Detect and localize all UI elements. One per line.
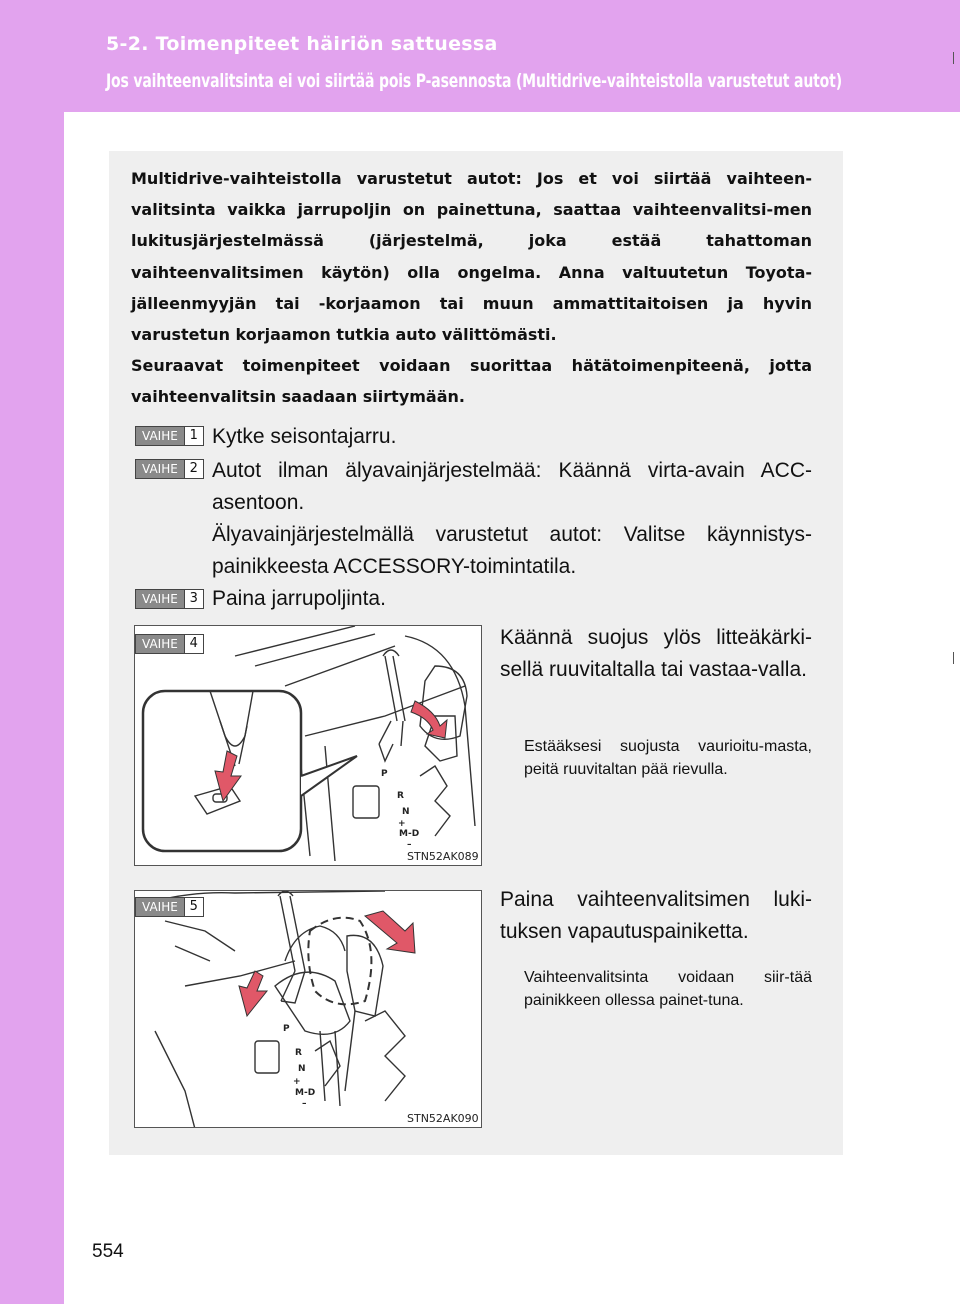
gear-r-label: R: [295, 1048, 302, 1058]
gear-n-label: N: [298, 1064, 306, 1074]
gear-r-label: R: [397, 791, 404, 801]
step-badge-3: [135, 589, 204, 609]
gear-md-label: M-D: [399, 829, 420, 839]
step-4-illustration: [134, 625, 482, 866]
step-label: VAIHE: [136, 460, 184, 478]
step-label: VAIHE: [136, 898, 184, 916]
step-3-text: Paina jarrupoljinta.: [212, 587, 386, 610]
step-label: VAIHE: [136, 635, 184, 653]
step-1-text: Kytke seisontajarru.: [212, 425, 397, 448]
gear-n-label: N: [402, 807, 410, 817]
gear-p-label: P: [283, 1024, 290, 1034]
step-4-text: Käännä suojus ylös litteäkärki-sellä ruuvitaltalla tai vastaa-valla.: [500, 626, 812, 681]
gear-md-label: M-D: [295, 1088, 316, 1098]
figure-code: STN52AK090: [407, 1112, 479, 1125]
step-2-text: [212, 455, 812, 583]
step-5-text: Paina vaihteenvalitsimen luki-tuksen vapautuspainiketta.: [500, 888, 812, 943]
page-header: [0, 0, 960, 112]
step-4-note: Estääksesi suojusta vaurioitu-masta, peitä ruuvitaltan pää rievulla.: [524, 738, 812, 778]
step-badge-2: [135, 459, 204, 479]
step-number: 3: [184, 590, 203, 608]
step-number: 1: [184, 427, 203, 445]
gear-minus-label: –: [302, 1099, 307, 1109]
step-label: VAIHE: [136, 427, 184, 445]
step-number: 2: [184, 460, 203, 478]
step-number: 4: [184, 635, 203, 653]
step-5-note: Vaihteenvalitsinta voidaan siir-tää painikkeen ollessa painet-tuna.: [524, 969, 812, 1009]
gear-plus-label: +: [398, 819, 406, 829]
gear-minus-label: –: [407, 840, 412, 850]
gear-plus-label: +: [293, 1077, 301, 1087]
trim-mark: [953, 652, 954, 664]
step-2-text-a: Autot ilman älyavainjärjestelmää: Käännä virta-avain ACC-asentoon.: [212, 459, 812, 514]
warning-paragraph: Multidrive-vaihteistolla varustetut autot: Jos et voi siirtää vaihteen-valitsinta vaikka jarrupoljin on painettuna, saattaa vaihteenvalitsi-men lukitusjärjestelmässä (järjestelmä, joka estää tahattoman vaihteenvalitsimen käytön) olla ongelma. Anna valtuutetun Toyota-jälleenmyyjän tai -korjaamon tai muun ammattitaitoisen ja hyvin varustetun korjaamon tutkia auto välittömästi.: [131, 169, 812, 345]
step-badge-5: [135, 897, 204, 917]
shift-lock-release-diagram: [135, 891, 482, 1128]
gear-p-label: P: [381, 769, 388, 779]
step-2-text-b: Älyavainjärjestelmällä varustetut autot: Valitse käynnistys-painikkeesta ACCESSORY-toimintatila.: [212, 523, 812, 578]
step-badge-1: [135, 426, 204, 446]
topic-title: Jos vaihteenvalitsinta ei voi siirtää pois P-asennosta (Multidrive-vaihteistolla varustetut autot): [106, 70, 842, 92]
warning-paragraph: Seuraavat toimenpiteet voidaan suorittaa hätätoimenpiteenä, jotta vaihteenvalitsin saadaan siirtymään.: [131, 356, 812, 407]
warning-notice: [131, 163, 812, 413]
step-5-illustration: [134, 890, 482, 1128]
step-number: 5: [184, 898, 203, 916]
side-margin-bar: [0, 112, 64, 1304]
shift-lever-cover-diagram: [135, 626, 482, 866]
step-label: VAIHE: [136, 590, 184, 608]
step-badge-4: [135, 634, 204, 654]
page-number: 554: [92, 1241, 124, 1262]
trim-mark: [953, 52, 954, 64]
section-title: 5-2. Toimenpiteet häiriön sattuessa: [106, 33, 498, 55]
figure-code: STN52AK089: [407, 850, 479, 863]
